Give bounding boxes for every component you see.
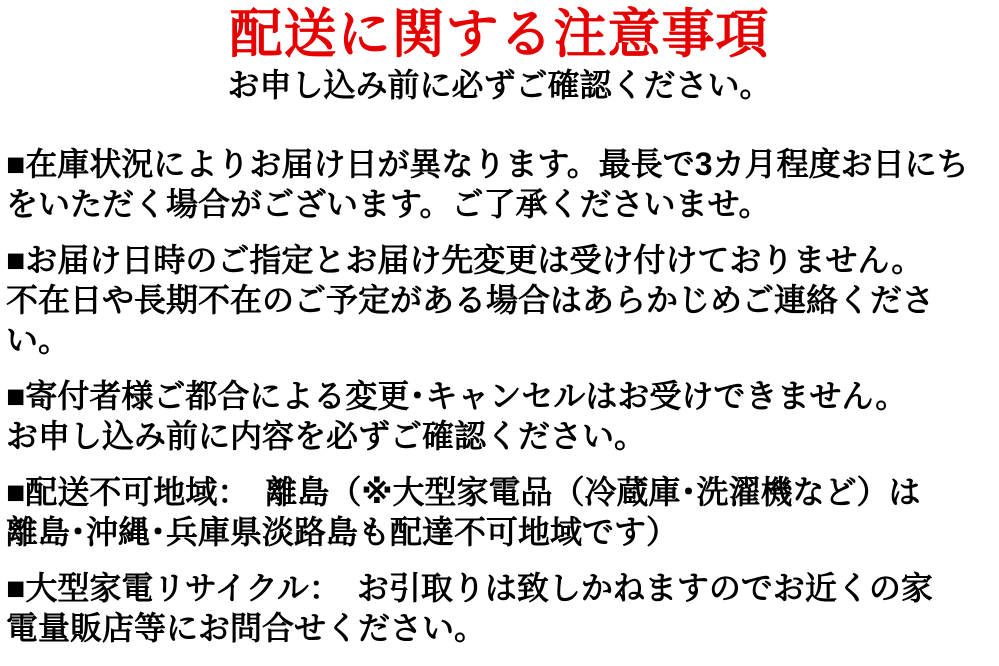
note-line: ■大型家電リサイクル： お引取りは致しかねますのでお近くの家 xyxy=(6,570,933,607)
page-subtitle: お申し込み前に必ずご確認ください。 xyxy=(227,67,772,104)
notes-section xyxy=(0,144,999,648)
note-line: ■在庫状況によりお届け日が異なります。最長で3カ月程度お日にち xyxy=(6,146,969,183)
note-line: ■配送不可地域： 離島（※大型家電品（冷蔵庫･洗濯機など）は xyxy=(6,474,921,511)
note-line: 電量販店等にお問合せください。 xyxy=(6,610,487,647)
note-line: お申し込み前に内容を必ずご確認ください。 xyxy=(6,418,647,455)
note-line: ■お届け日時のご指定とお届け先変更は受け付けておりません。 xyxy=(6,242,924,279)
note-line: をいただく場合がございます。ご了承くださいませ。 xyxy=(6,186,771,223)
note-paragraph-appliance-recycling xyxy=(6,568,993,648)
page-title: 配送に関する注意事項 xyxy=(229,5,770,64)
note-line: 離島･沖縄･兵庫県淡路島も配達不可地域です） xyxy=(6,514,679,551)
note-paragraph-undeliverable-areas xyxy=(6,472,993,552)
note-paragraph-no-date-designation xyxy=(6,240,993,360)
note-line: い。 xyxy=(6,322,71,359)
note-paragraph-no-cancellation xyxy=(6,376,993,456)
note-line: 不在日や長期不在のご予定がある場合はあらかじめご連絡くださ xyxy=(6,282,935,319)
note-line: ■寄付者様ご都合による変更･キャンセルはお受けできません。 xyxy=(6,378,908,415)
note-paragraph-stock-availability xyxy=(6,144,993,224)
